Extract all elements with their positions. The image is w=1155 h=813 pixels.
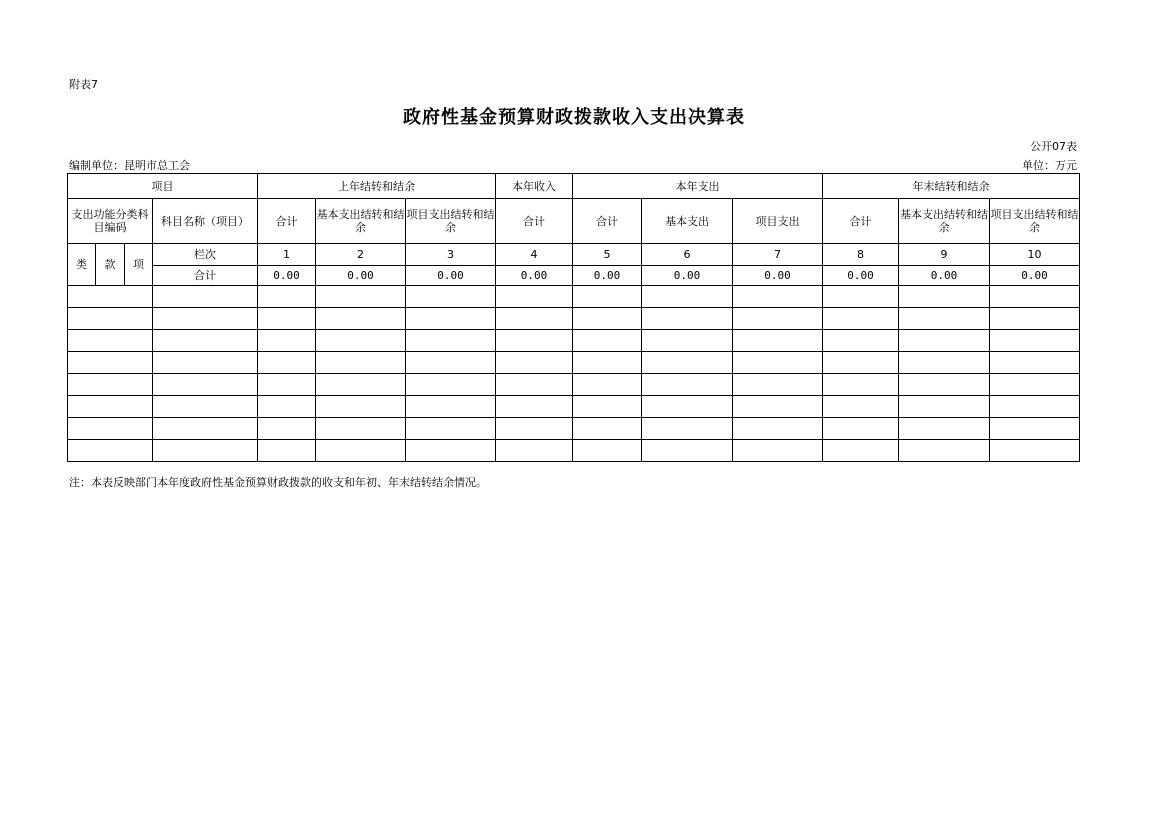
header-item: 项目 [68,174,258,199]
empty-cell [258,286,316,308]
empty-cell [823,396,899,418]
column-index: 8 [823,244,899,266]
empty-cell [258,418,316,440]
total-value: 0.00 [496,266,573,286]
total-label: 合计 [153,266,258,286]
empty-cell [68,374,153,396]
empty-cell [823,286,899,308]
header-prev-basic: 基本支出结转和结余 [316,199,406,244]
header-prev-year-balance: 上年结转和结余 [258,174,496,199]
empty-cell [406,440,496,462]
empty-cell [990,374,1080,396]
header-exp-total: 合计 [573,199,642,244]
empty-cell [899,440,990,462]
total-value: 0.00 [733,266,823,286]
empty-cell [823,374,899,396]
column-index: 7 [733,244,823,266]
header-exp-basic: 基本支出 [642,199,733,244]
empty-cell [68,396,153,418]
empty-cell [733,330,823,352]
empty-cell [642,286,733,308]
empty-cell [496,440,573,462]
total-value: 0.00 [406,266,496,286]
empty-cell [496,308,573,330]
budget-table [67,173,1080,462]
empty-cell [899,396,990,418]
total-value: 0.00 [823,266,899,286]
empty-cell [899,374,990,396]
table-row [68,286,1080,308]
empty-cell [573,308,642,330]
header-prev-total: 合计 [258,199,316,244]
empty-cell [258,352,316,374]
total-value: 0.00 [990,266,1080,286]
form-number: 公开07表 [1030,140,1077,153]
empty-cell [406,308,496,330]
empty-cell [642,374,733,396]
empty-cell [733,396,823,418]
empty-cell [733,308,823,330]
empty-cell [153,286,258,308]
column-index-label: 栏次 [153,244,258,266]
empty-cell [258,396,316,418]
empty-cell [316,440,406,462]
empty-cell [733,418,823,440]
empty-cell [899,418,990,440]
header-exp-project: 项目支出 [733,199,823,244]
empty-cell [153,418,258,440]
empty-cell [573,374,642,396]
empty-cell [990,352,1080,374]
column-index: 4 [496,244,573,266]
empty-cell [258,374,316,396]
code-lei: 类 [68,244,96,286]
empty-cell [573,352,642,374]
empty-cell [68,286,153,308]
empty-cell [642,308,733,330]
empty-cell [68,330,153,352]
empty-cell [899,308,990,330]
attachment-label: 附表7 [69,78,98,91]
table-row [68,374,1080,396]
empty-cell [642,352,733,374]
total-row [68,266,1080,286]
empty-cell [496,396,573,418]
empty-cell [316,308,406,330]
header-func-code: 支出功能分类科目编码 [68,199,153,244]
empty-cell [642,330,733,352]
column-index-row [68,244,1080,266]
empty-cell [642,396,733,418]
empty-cell [990,330,1080,352]
table-row [68,352,1080,374]
empty-cell [990,286,1080,308]
empty-cell [990,308,1080,330]
empty-cell [258,330,316,352]
empty-cell [406,352,496,374]
compiling-unit: 编制单位：昆明市总工会 [69,159,190,172]
table-row [68,396,1080,418]
total-value: 0.00 [316,266,406,286]
header-current-expense: 本年支出 [573,174,823,199]
empty-cell [823,418,899,440]
empty-cell [258,440,316,462]
column-index: 1 [258,244,316,266]
column-index: 5 [573,244,642,266]
table-row [68,330,1080,352]
empty-cell [316,374,406,396]
group-header-row [68,174,1080,199]
empty-cell [316,418,406,440]
blank-rows [68,286,1080,462]
empty-cell [823,330,899,352]
empty-cell [496,352,573,374]
empty-cell [316,286,406,308]
empty-cell [153,330,258,352]
empty-cell [68,352,153,374]
page-title: 政府性基金预算财政拨款收入支出决算表 [403,107,745,128]
empty-cell [316,396,406,418]
empty-cell [642,440,733,462]
empty-cell [733,374,823,396]
empty-cell [153,352,258,374]
empty-cell [899,330,990,352]
empty-cell [573,286,642,308]
empty-cell [899,286,990,308]
empty-cell [258,308,316,330]
empty-cell [496,330,573,352]
empty-cell [406,396,496,418]
empty-cell [406,330,496,352]
currency-unit: 单位：万元 [1022,159,1077,172]
empty-cell [68,440,153,462]
footer-note: 注：本表反映部门本年度政府性基金预算财政拨款的收支和年初、年末结转结余情况。 [69,476,487,489]
empty-cell [496,418,573,440]
empty-cell [990,396,1080,418]
table-row [68,440,1080,462]
header-current-income: 本年收入 [496,174,573,199]
code-xiang: 项 [125,244,153,286]
empty-cell [823,440,899,462]
empty-cell [68,418,153,440]
column-index: 2 [316,244,406,266]
total-value: 0.00 [642,266,733,286]
table-row [68,308,1080,330]
empty-cell [153,396,258,418]
empty-cell [153,440,258,462]
empty-cell [573,440,642,462]
empty-cell [733,352,823,374]
table-row [68,418,1080,440]
empty-cell [316,330,406,352]
header-subject-name: 科目名称（项目） [153,199,258,244]
header-income-total: 合计 [496,199,573,244]
empty-cell [733,440,823,462]
empty-cell [153,308,258,330]
header-end-basic: 基本支出结转和结余 [899,199,990,244]
empty-cell [406,418,496,440]
empty-cell [153,374,258,396]
empty-cell [316,352,406,374]
empty-cell [573,330,642,352]
empty-cell [573,396,642,418]
total-value: 0.00 [899,266,990,286]
empty-cell [990,418,1080,440]
empty-cell [733,286,823,308]
empty-cell [642,418,733,440]
empty-cell [496,374,573,396]
empty-cell [496,286,573,308]
column-index: 10 [990,244,1080,266]
header-year-end-balance: 年末结转和结余 [823,174,1080,199]
empty-cell [823,352,899,374]
column-index: 9 [899,244,990,266]
empty-cell [406,286,496,308]
code-kuan: 款 [96,244,125,286]
total-value: 0.00 [573,266,642,286]
empty-cell [406,374,496,396]
header-prev-project: 项目支出结转和结余 [406,199,496,244]
total-value: 0.00 [258,266,316,286]
empty-cell [990,440,1080,462]
column-index: 3 [406,244,496,266]
empty-cell [68,308,153,330]
column-index: 6 [642,244,733,266]
empty-cell [823,308,899,330]
header-end-project: 项目支出结转和结余 [990,199,1080,244]
empty-cell [573,418,642,440]
header-end-total: 合计 [823,199,899,244]
sub-header-row [68,199,1080,244]
empty-cell [899,352,990,374]
